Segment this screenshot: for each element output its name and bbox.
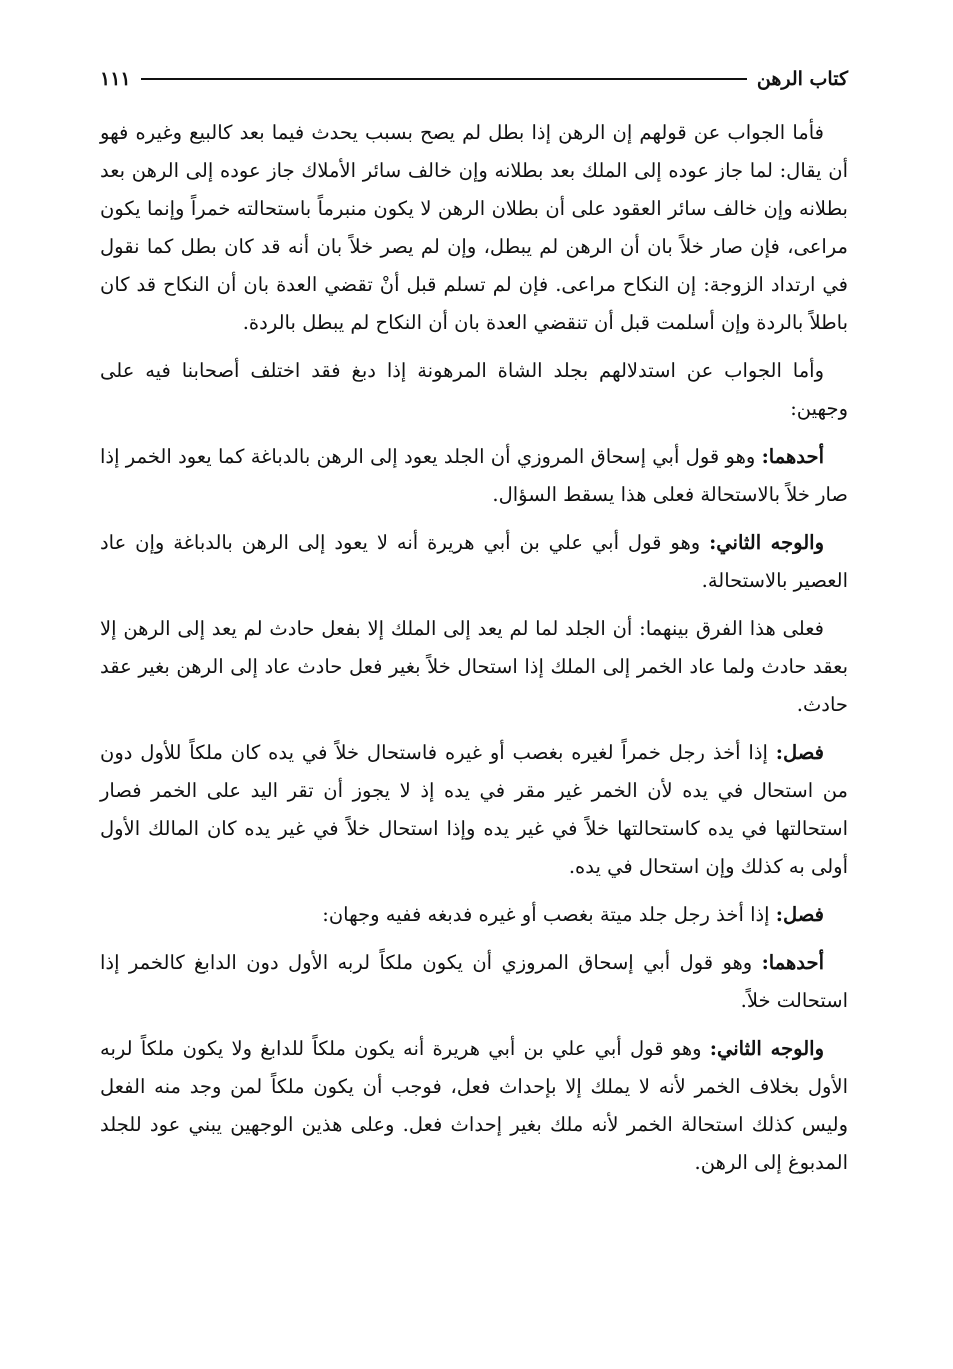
paragraph-response-pledge-invalid	[100, 114, 848, 342]
paragraph-skin-first-view	[100, 944, 848, 1020]
section-lead: فصل:	[775, 903, 824, 926]
paragraph-second-view	[100, 524, 848, 600]
header-rule	[141, 78, 747, 80]
paragraph-text: وهو قول أبي إسحاق المروزي أن يكون ملكاً لربه الأول دون الدابغ كالخمر إذا استحالت خلاً.	[100, 951, 848, 1012]
paragraph-section-wine	[100, 734, 848, 886]
page-body	[100, 114, 848, 1192]
paragraph-text: وهو قول أبي علي بن أبي هريرة أنه لا يعود إلى الرهن بالدباغة وإن عاد العصير بالاستحالة.	[100, 531, 848, 592]
paragraph-text: فعلى هذا الفرق بينهما: أن الجلد لما لم يعد إلى الملك إلا بفعل حادث لم يعد إلى الرهن إلا بعقد حادث ولما عاد الخمر إلى الملك إذا استحال خلاً بغير فعل حادث عاد إلى الرهن بغير عقد حادث.	[100, 617, 848, 716]
paragraph-skin-second-view	[100, 1030, 848, 1182]
paragraph-text: وهو قول أبي علي بن أبي هريرة أنه يكون ملكاً للدابغ ولا يكون ملكاً لربه الأول بخلاف الخمر لأنه لا يملك إلا بإحداث فعل، فوجب أن يكون ملكاً لمن وجد منه الفعل وليس كذلك استحالة الخمر لأنه ملك بغير إحداث فعل. وعلى هذين الوجهين يبني عود للجلد المدبوغ إلى الرهن.	[100, 1037, 848, 1174]
paragraph-section-skin	[100, 896, 848, 934]
paragraph-lead: أحدهما:	[761, 445, 824, 468]
paragraph-lead: أحدهما:	[761, 951, 824, 974]
paragraph-first-view	[100, 438, 848, 514]
section-lead: فصل:	[775, 741, 824, 764]
paragraph-lead: والوجه الثاني:	[709, 1037, 824, 1060]
page-header	[100, 62, 848, 96]
paragraph-lead: والوجه الثاني:	[709, 531, 824, 554]
paragraph-text: إذا أخذ رجل خمراً لغيره بغصب أو غيره فاستحال خلاً في يده كان ملكاً للأول دون من استحال في يده لأن الخمر غير مقر في يده إذ لا يجوز أن تقر اليد على الخمر فصار استحالتها في يده كاستحالتها خلاً في غير يده وإذا استحال خلاً في غير يده كان المالك الأول أولى به كذلك وإن استحال في يده.	[100, 741, 848, 878]
paragraph-text: وأما الجواب عن استدلالهم بجلد الشاة المرهونة إذا دبغ فقد اختلف أصحابنا فيه على وجهين:	[100, 359, 848, 420]
paragraph-response-tanned-skin	[100, 352, 848, 428]
paragraph-difference	[100, 610, 848, 724]
page-number: ١١١	[100, 68, 131, 90]
paragraph-text: فأما الجواب عن قولهم إن الرهن إذا بطل لم يصح بسبب يحدث فيما بعد كالبيع وغيره فهو أن يقال: لما جاز عوده إلى الملك بعد بطلانه وإن خالف سائر الأملاك جاز عوده إلى الرهن بعد بطلانه وإن خالف سائر العقود على أن بطلان الرهن لا يكون منبرماً باستحالته خمراً وإنما يكون مراعى، فإن صار خلاً بان أن الرهن لم يبطل، وإن لم يصر خلاً بان أنه قد كان بطل كما نقول في ارتداد الزوجة: إن النكاح مراعى. فإن لم تسلم قبل أنْ تقضي العدة بان أن النكاح قد كان باطلاً بالردة وإن أسلمت قبل أن تنقضي العدة بان أن النكاح لم يبطل بالردة.	[100, 121, 848, 334]
paragraph-text: وهو قول أبي إسحاق المروزي أن الجلد يعود إلى الرهن بالدباغة كما يعود الخمر إذا صار خلاً بالاستحالة فعلى هذا يسقط السؤال.	[100, 445, 848, 506]
paragraph-text: إذا أخذ رجل جلد ميتة بغصب أو غيره فدبغه ففيه وجهان:	[322, 903, 776, 926]
running-title: كتاب الرهن	[756, 68, 848, 90]
